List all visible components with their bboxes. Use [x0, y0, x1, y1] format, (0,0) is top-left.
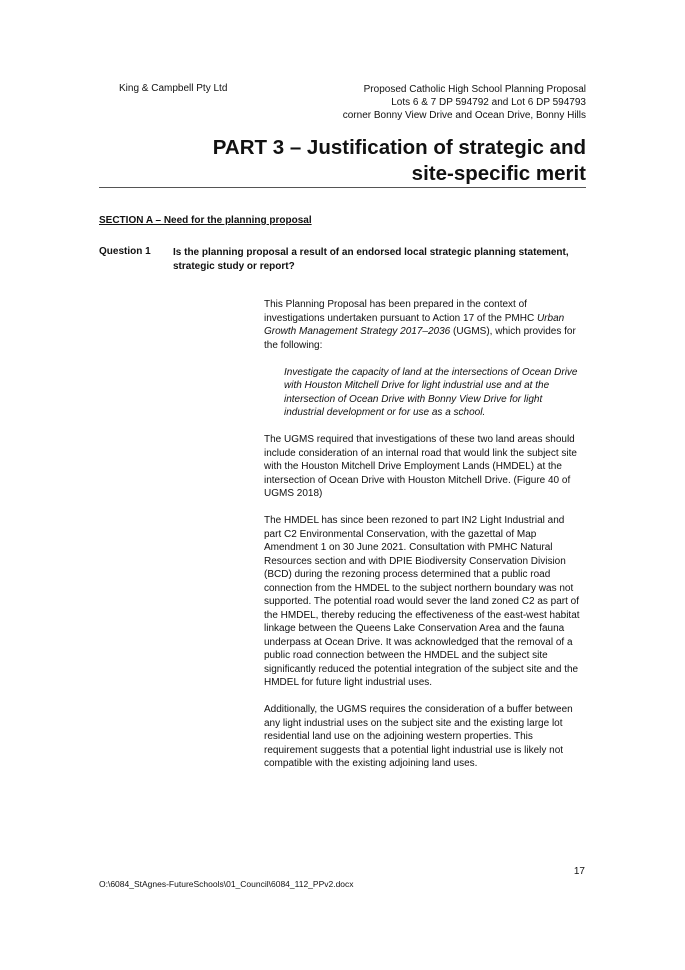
title-divider — [99, 187, 586, 188]
page-title-line-2: site-specific merit — [411, 162, 586, 185]
paragraph-1-text-b: (UGMS), which provides for the following: — [264, 326, 576, 351]
header-line-1: Proposed Catholic High School Planning Proposal — [363, 84, 586, 95]
paragraph-3: The HMDEL has since been rezoned to part IN2 Light Industrial and part C2 Environmental Conservation, with the gazettal of Map Amendment 1 on 30 June 2021. Consultation with PMHC Natural Resources section and with DPIE Biodiversity Conservation Division (BCD) during the rezoning process determined that a public road connection from the HMDEL to the subject northern boundary was not supported. The potential road would sever the land zoned C2 as part of the HMDEL, thereby reducing the effectiveness of the east-west habitat linkage between the Queens Lake Conservation Area and the fauna underpass at Ocean Drive. It was acknowledged that the removal of a public road connection between the HMDEL and the subject site significantly reduced the potential integration of the subject site and the HMDEL for future light industrial uses. — [264, 515, 580, 688]
page-title-line-1: PART 3 – Justification of strategic and — [212, 136, 586, 159]
question-text: Is the planning proposal a result of an endorsed local strategic planning statement, strategic study or report? — [173, 247, 569, 272]
header-company: King & Campbell Pty Ltd — [119, 83, 228, 94]
quoted-action: Investigate the capacity of land at the intersections of Ocean Drive with Houston Mitchell Drive for light industrial use and at the intersection of Ocean Drive with Bonny View Drive for light industrial development or for use as a school. — [284, 366, 578, 418]
paragraph-4: Additionally, the UGMS requires the consideration of a buffer between any light industrial uses on the subject site and the existing large lot residential land use on the adjoining western properties. This requirement suggests that a potential light industrial use is likely not compatible with the existing adjoining land uses. — [264, 704, 573, 769]
header-project-info — [343, 83, 586, 122]
footer-file-path: O:\6084_StAgnes-FutureSchools\01_Council\6084_112_PPv2.docx — [99, 879, 354, 889]
page-title — [166, 135, 586, 187]
paragraph-1 — [264, 298, 582, 352]
paragraph-1-text-a: This Planning Proposal has been prepared in the context of investigations undertaken pursuant to Action 17 of the PMHC — [264, 299, 537, 324]
header-line-3: corner Bonny View Drive and Ocean Drive, Bonny Hills — [342, 110, 586, 121]
paragraph-2: The UGMS required that investigations of these two land areas should include consideration of an internal road that would link the subject site with the Houston Mitchell Drive Employment Lands (HMDEL) at the intersection of Ocean Drive with Houston Mitchell Drive. (Figure 40 of UGMS 2018) — [264, 434, 577, 499]
header-line-2: Lots 6 & 7 DP 594792 and Lot 6 DP 594793 — [391, 97, 586, 108]
body-text — [264, 298, 582, 784]
page-number: 17 — [573, 866, 585, 877]
section-heading: SECTION A – Need for the planning proposal — [99, 215, 312, 226]
strategy-title: Urban Growth Management Strategy 2017–2036 — [264, 312, 565, 337]
question-number: Question 1 — [99, 246, 151, 257]
